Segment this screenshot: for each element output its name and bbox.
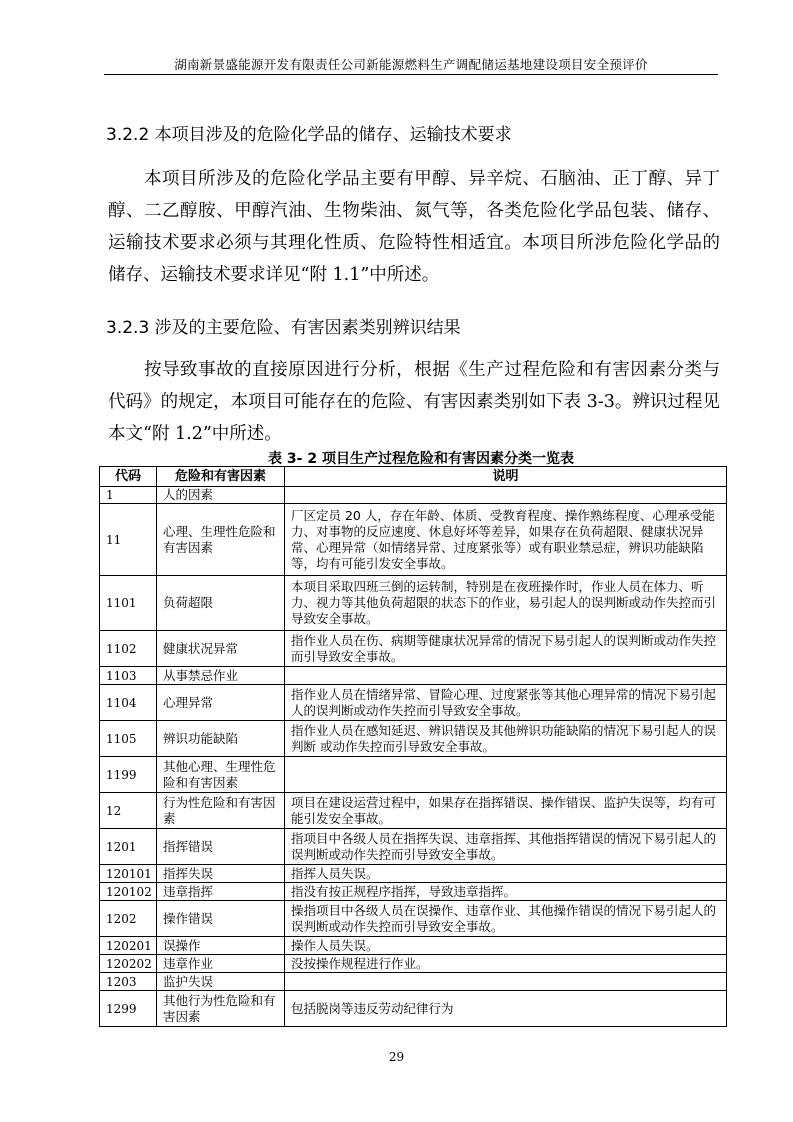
row-description: 项目在建设运营过程中，如果存在指挥错误、操作错误、监护失误等，均有可能引发安全事故。 [285,793,727,829]
row-code: 1102 [100,631,157,667]
table-row [100,829,727,865]
row-code: 120201 [100,937,157,955]
row-description: 指作业人员在情绪异常、冒险心理、过度紧张等其他心理异常的情况下易引起人的误判断或动作失控而引导致安全事故。 [285,685,727,721]
row-description: 操指项目中各级人员在误操作、违章作业、其他操作错误的情况下易引起人的误判断或动作失控而引导致安全事故。 [285,901,727,937]
row-factor: 行为性危险和有害因素 [157,793,285,829]
running-header: 湖南新景盛能源开发有限责任公司新能源燃料生产调配储运基地建设项目安全预评价 [174,57,648,72]
table-header-row [100,467,727,487]
row-code: 1101 [100,576,157,631]
table-row [100,721,727,757]
table-row [100,865,727,883]
section-heading-3-2-3: 3.2.3 涉及的主要危险、有害因素类别辨识结果 [106,318,461,338]
table-row [100,631,727,667]
header-rule [104,74,718,75]
table-row [100,487,727,504]
row-code: 1299 [100,991,157,1027]
row-factor: 误操作 [157,937,285,955]
row-description: 指挥人员失误。 [285,865,727,883]
hazard-table [99,466,727,1027]
row-code: 1103 [100,667,157,685]
row-code: 1201 [100,829,157,865]
row-code: 12 [100,793,157,829]
row-factor: 健康状况异常 [157,631,285,667]
header-factor: 危险和有害因素 [157,467,285,487]
row-description: 指作业人员在感知延迟、辨识错误及其他辨识功能缺陷的情况下易引起人的误判断 或动作失控而引导致安全事故。 [285,721,727,757]
header-description: 说明 [285,467,727,487]
row-description: 厂区定员 20 人，存在年龄、体质、受教育程度、操作熟练程度、心理承受能力、对事物的反应速度、休息好坏等差异，如果存在负荷超限、健康状况异常、心理异常（如情绪异常、过度紧张等）或有职业禁忌症，辨识功能缺陷等，均有可能引发安全事故。 [285,504,727,576]
row-factor: 人的因素 [157,487,285,504]
row-factor: 心理、生理性危险和有害因素 [157,504,285,576]
row-factor: 其他心理、生理性危险和有害因素 [157,757,285,793]
row-description: 没按操作规程进行作业。 [285,955,727,973]
row-factor: 指挥错误 [157,829,285,865]
row-code: 1 [100,487,157,504]
table-row [100,793,727,829]
row-code: 120101 [100,865,157,883]
row-description: 指没有按正规程序指挥，导致违章指挥。 [285,883,727,901]
row-code: 11 [100,504,157,576]
table-row [100,937,727,955]
table-caption: 表 3- 2 项目生产过程危险和有害因素分类一览表 [268,451,574,467]
row-factor: 辨识功能缺陷 [157,721,285,757]
row-description: 指项目中各级人员在指挥失误、违章指挥、其他指挥错误的情况下易引起人的误判断或动作失控而引导致安全事故。 [285,829,727,865]
table-row [100,955,727,973]
section-paragraph-3-2-3: 按导致事故的直接原因进行分析，根据《生产过程危险和有害因素分类与代码》的规定，本项目可能存在的危险、有害因素类别如下表 3-3。辨识过程见本文“附 1.2”中所述。 [108,360,720,444]
row-code: 120102 [100,883,157,901]
row-description: 本项目采取四班三倒的运转制，特别是在夜班操作时，作业人员在体力、听力、视力等其他负荷超限的状态下的作业，易引起人的误判断或动作失控而引导致安全事故。 [285,576,727,631]
row-factor: 从事禁忌作业 [157,667,285,685]
row-factor: 心理异常 [157,685,285,721]
row-factor: 指挥失误 [157,865,285,883]
row-factor: 违章指挥 [157,883,285,901]
row-factor: 操作错误 [157,901,285,937]
header-code: 代码 [100,467,157,487]
row-factor: 违章作业 [157,955,285,973]
row-description: 操作人员失误。 [285,937,727,955]
row-description [285,487,727,504]
row-code: 1199 [100,757,157,793]
table-row [100,883,727,901]
table-row [100,973,727,991]
section-paragraph-3-2-2: 本项目所涉及的危险化学品主要有甲醇、异辛烷、石脑油、正丁醇、异丁醇、二乙醇胺、甲醇汽油、生物柴油、氮气等，各类危险化学品包装、储存、运输技术要求必须与其理化性质、危险特性相适宜。本项目所涉危险化学品的储存、运输技术要求详见“附 1.1”中所述。 [108,169,720,285]
row-code: 1203 [100,973,157,991]
row-description: 包括脱岗等违反劳动纪律行为 [285,991,727,1027]
table-row [100,991,727,1027]
row-code: 120202 [100,955,157,973]
row-description [285,667,727,685]
table-row [100,504,727,576]
table-row [100,757,727,793]
row-factor: 负荷超限 [157,576,285,631]
row-description: 指作业人员在伤、病期等健康状况异常的情况下易引起人的误判断或动作失控而引导致安全事故。 [285,631,727,667]
row-code: 1105 [100,721,157,757]
row-factor: 监护失误 [157,973,285,991]
row-code: 1202 [100,901,157,937]
row-description [285,973,727,991]
row-factor: 其他行为性危险和有害因素 [157,991,285,1027]
table-row [100,667,727,685]
table-row [100,576,727,631]
table-row [100,685,727,721]
table-row [100,901,727,937]
section-heading-3-2-2: 3.2.2 本项目涉及的危险化学品的储存、运输技术要求 [106,125,512,145]
page-number: 29 [388,1050,405,1064]
row-description [285,757,727,793]
row-code: 1104 [100,685,157,721]
